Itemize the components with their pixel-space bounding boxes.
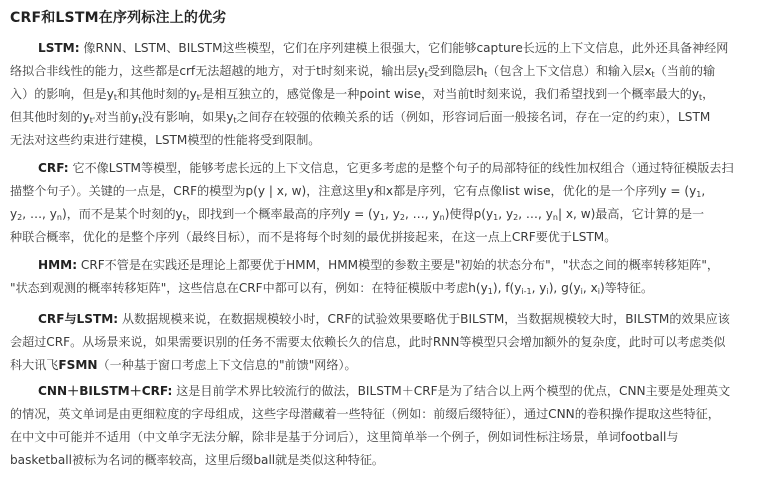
lstm-text-2a: 络拟合非线性的能力，这些都是crf无法超越的地方，对于t时刻来说，输出层y xyxy=(10,64,425,78)
lstm-sub: t xyxy=(138,116,142,125)
lstm-line-1 xyxy=(10,37,762,60)
hmm-sub: i xyxy=(580,287,583,296)
lstm-sub: t xyxy=(233,116,237,125)
lstm-line-3 xyxy=(10,83,762,106)
crf-sub: n xyxy=(552,213,558,222)
crf-sub: t xyxy=(182,213,186,222)
crf-text-3a: y xyxy=(10,207,18,221)
lstm-sub: t xyxy=(483,70,488,79)
crf-sub: 1 xyxy=(379,213,386,222)
crf-text-3j: | x, w)最高，它计算的是一 xyxy=(557,207,705,221)
crf-sub: 1 xyxy=(493,213,499,222)
lstm-sub: t xyxy=(699,93,703,102)
hmm-line-2 xyxy=(10,277,762,300)
lstm-text-5: 无法对这些约束进行建模，LSTM模型的性能将受到限制。 xyxy=(10,133,321,147)
crf-text-3c: )，而不是某个时刻的y xyxy=(61,207,183,221)
paragraph-lstm xyxy=(10,37,762,152)
crf-line-3 xyxy=(10,203,762,226)
combo-text-3: 在中文中可能并不适用（中文单字无法分解，除非是基于分词后），这里简单举一个例子，例如词性标注场景，单词football与 xyxy=(10,430,679,444)
compare-text-1: 从数据规模来说，在数据规模较小时，CRF的试验效果要略优于BILSTM，当数据规模较大时，BILSTM的效果应该 xyxy=(118,312,730,326)
compare-text-3b: （一种基于窗口考虑上下文信息的"前馈"网络）。 xyxy=(97,358,357,372)
lstm-text-2c: （包含上下文信息）和输入层x xyxy=(487,64,652,78)
lstm-sub: t xyxy=(424,70,428,79)
hmm-text-2c: , y xyxy=(531,281,547,295)
hmm-text-2d: ), g(y xyxy=(548,281,581,295)
lstm-text-3a: 入）的影响，但是y xyxy=(10,87,114,101)
crf-text-2b: , xyxy=(701,184,706,198)
crf-text-3h: , y xyxy=(498,207,514,221)
lstm-text-2d: （当前的输 xyxy=(654,64,716,78)
lstm-sub: t' xyxy=(196,93,203,102)
hmm-sub: i xyxy=(546,287,549,296)
paragraph-crf xyxy=(10,157,762,249)
paragraph-cnn-bilstm-crf xyxy=(10,380,762,472)
lstm-sub: t' xyxy=(89,116,96,125)
crf-text-3d: ，即找到一个概率最高的序列y = (y xyxy=(185,207,380,221)
hmm-text-2b: ), f(y xyxy=(492,281,522,295)
crf-sub: 2 xyxy=(513,213,519,222)
combo-line-1 xyxy=(10,380,762,403)
crf-sub: 1 xyxy=(696,190,702,199)
paragraph-crf-vs-lstm xyxy=(10,308,762,377)
combo-line-2 xyxy=(10,403,762,426)
hmm-sub: i-1 xyxy=(521,287,532,296)
compare-text-3a: 科大讯飞 xyxy=(10,358,59,372)
crf-line-4 xyxy=(10,226,762,249)
hmm-text-1: CRF不管是在实践还是理论上都要优于HMM，HMM模型的参数主要是"初始的状态分布"，"状态之间的概率转移矩阵"， xyxy=(77,258,719,272)
term-lstm: LSTM: xyxy=(38,41,80,55)
lstm-line-5 xyxy=(10,129,762,152)
crf-text-3g: )使得p(y xyxy=(444,207,494,221)
lstm-line-4 xyxy=(10,106,762,129)
compare-text-2: 会超过CRF。从场景来说，如果需要识别的任务不需要太依赖长久的信息，此时RNN等模型只会增加额外的复杂度，此时可以考虑类似 xyxy=(10,335,726,349)
term-hmm: HMM: xyxy=(38,258,78,272)
combo-line-3 xyxy=(10,426,762,449)
crf-sub: n xyxy=(56,213,62,222)
lstm-text-3c: 是相互独立的，感觉像是一种point wise，对当前t时刻来说，我们希望找到一个概率最大的y xyxy=(202,87,700,101)
lstm-text-1: 像RNN、LSTM、BILSTM这些模型，它们在序列建模上很强大，它们能够capture长远的上下文信息，此外还具备神经网 xyxy=(79,41,729,55)
compare-line-2 xyxy=(10,331,762,354)
lstm-text-4b: 对当前y xyxy=(95,110,139,124)
hmm-line-1 xyxy=(10,254,762,277)
lstm-text-3b: 和其他时刻的y xyxy=(117,87,197,101)
lstm-text-2b: 受到隐层h xyxy=(427,64,484,78)
lstm-text-4c: 没有影响，如果y xyxy=(141,110,234,124)
compare-line-3 xyxy=(10,354,762,377)
hmm-text-2e: , x xyxy=(582,281,598,295)
crf-sub: 2 xyxy=(17,213,23,222)
hmm-text-2a: "状态到观测的概率转移矩阵"，这些信息在CRF中都可以有，例如：在特征模版中考虑h(y xyxy=(10,281,488,295)
page-title: CRF和LSTM在序列标注上的优劣 xyxy=(10,10,227,26)
combo-text-2: 的情况，英文单词是由更细粒度的字母组成，这些字母潜藏着一些特征（例如：前缀后缀特征），通过CNN的卷积操作提取这些特征， xyxy=(10,407,720,421)
crf-line-1 xyxy=(10,157,762,180)
crf-sub: n xyxy=(439,213,445,222)
crf-text-4: 种联合概率，优化的是整个序列（最终目标），而不是将每个时刻的最优拼接起来，在这一点上CRF要优于LSTM。 xyxy=(10,230,617,244)
crf-text-3b: , …, y xyxy=(22,207,57,221)
term-fsmn: FSMN xyxy=(58,358,98,372)
lstm-text-4a: 但其他时刻的y xyxy=(10,110,90,124)
term-crf-vs-lstm: CRF与LSTM: xyxy=(38,312,119,326)
lstm-sub: t xyxy=(113,93,118,102)
crf-text-1: 它不像LSTM等模型，能够考虑长远的上下文信息，它更多考虑的是整个句子的局部特征的线性加权组合（通过特征模版去扫 xyxy=(68,161,734,175)
crf-text-3i: , …, y xyxy=(518,207,553,221)
compare-line-1 xyxy=(10,308,762,331)
crf-line-2 xyxy=(10,180,762,203)
crf-text-2: 描整个句子）。关键的一点是，CRF的模型为p(y | x, w)，注意这里y和x都是序列，它有点像list wise，优化的是一个序列y = (y xyxy=(10,184,697,198)
combo-line-4 xyxy=(10,449,762,472)
term-crf: CRF: xyxy=(38,161,69,175)
combo-text-4: basketball被标为名词的概率较高，这里后缀ball就是类似这种特征。 xyxy=(10,453,385,467)
crf-sub: 2 xyxy=(399,213,405,222)
crf-text-3f: , …, y xyxy=(404,207,440,221)
lstm-text-4d: 之间存在较强的依赖关系的话（例如，形容词后面一般接名词，存在一定的约束），LSTM xyxy=(236,110,711,124)
hmm-text-2f: )等特征。 xyxy=(600,281,654,295)
paragraph-hmm xyxy=(10,254,762,300)
hmm-sub: i xyxy=(597,287,600,296)
lstm-text-3d: ， xyxy=(702,87,715,101)
term-cnn-bilstm-crf: CNN＋BILSTM＋CRF: xyxy=(38,384,173,398)
crf-text-3e: , y xyxy=(385,207,400,221)
lstm-line-2 xyxy=(10,60,762,83)
hmm-sub: 1 xyxy=(487,287,493,296)
lstm-sub: t xyxy=(651,70,655,79)
combo-text-1: 这是目前学术界比较流行的做法，BILSTM＋CRF是为了结合以上两个模型的优点，CNN主要是处理英文 xyxy=(172,384,731,398)
